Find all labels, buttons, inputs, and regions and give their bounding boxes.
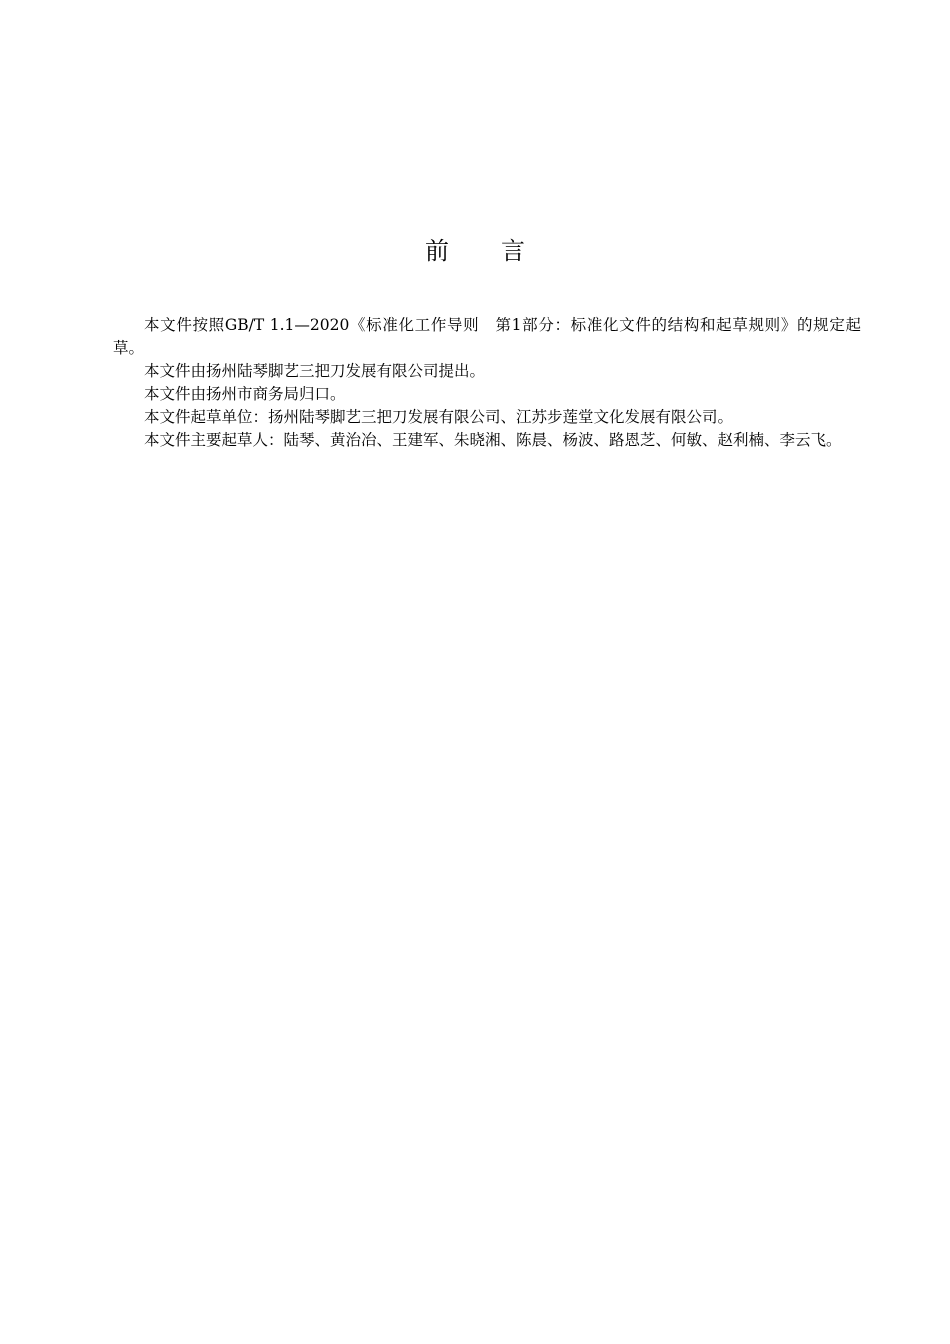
page-title — [0, 234, 950, 268]
paragraph-drafters: 本文件主要起草人：陆琴、黄治冶、王建军、朱晓湘、陈晨、杨波、路恩芝、何敏、赵利楠、李云飞。 — [144, 431, 842, 449]
paragraph-proposer: 本文件由扬州陆琴脚艺三把刀发展有限公司提出。 — [144, 362, 486, 380]
paragraph-drafting-rules: 本文件按照GB/T 1.1—2020《标准化工作导则 第1部分：标准化文件的结构和起草规则》的规定起草。 — [113, 316, 861, 357]
paragraph-drafting-units: 本文件起草单位：扬州陆琴脚艺三把刀发展有限公司、江苏步莲堂文化发展有限公司。 — [144, 408, 734, 426]
document-body — [113, 314, 861, 452]
title-char-1: 前 — [425, 237, 449, 265]
paragraph-centralized: 本文件由扬州市商务局归口。 — [144, 385, 346, 403]
title-char-2: 言 — [501, 237, 525, 265]
